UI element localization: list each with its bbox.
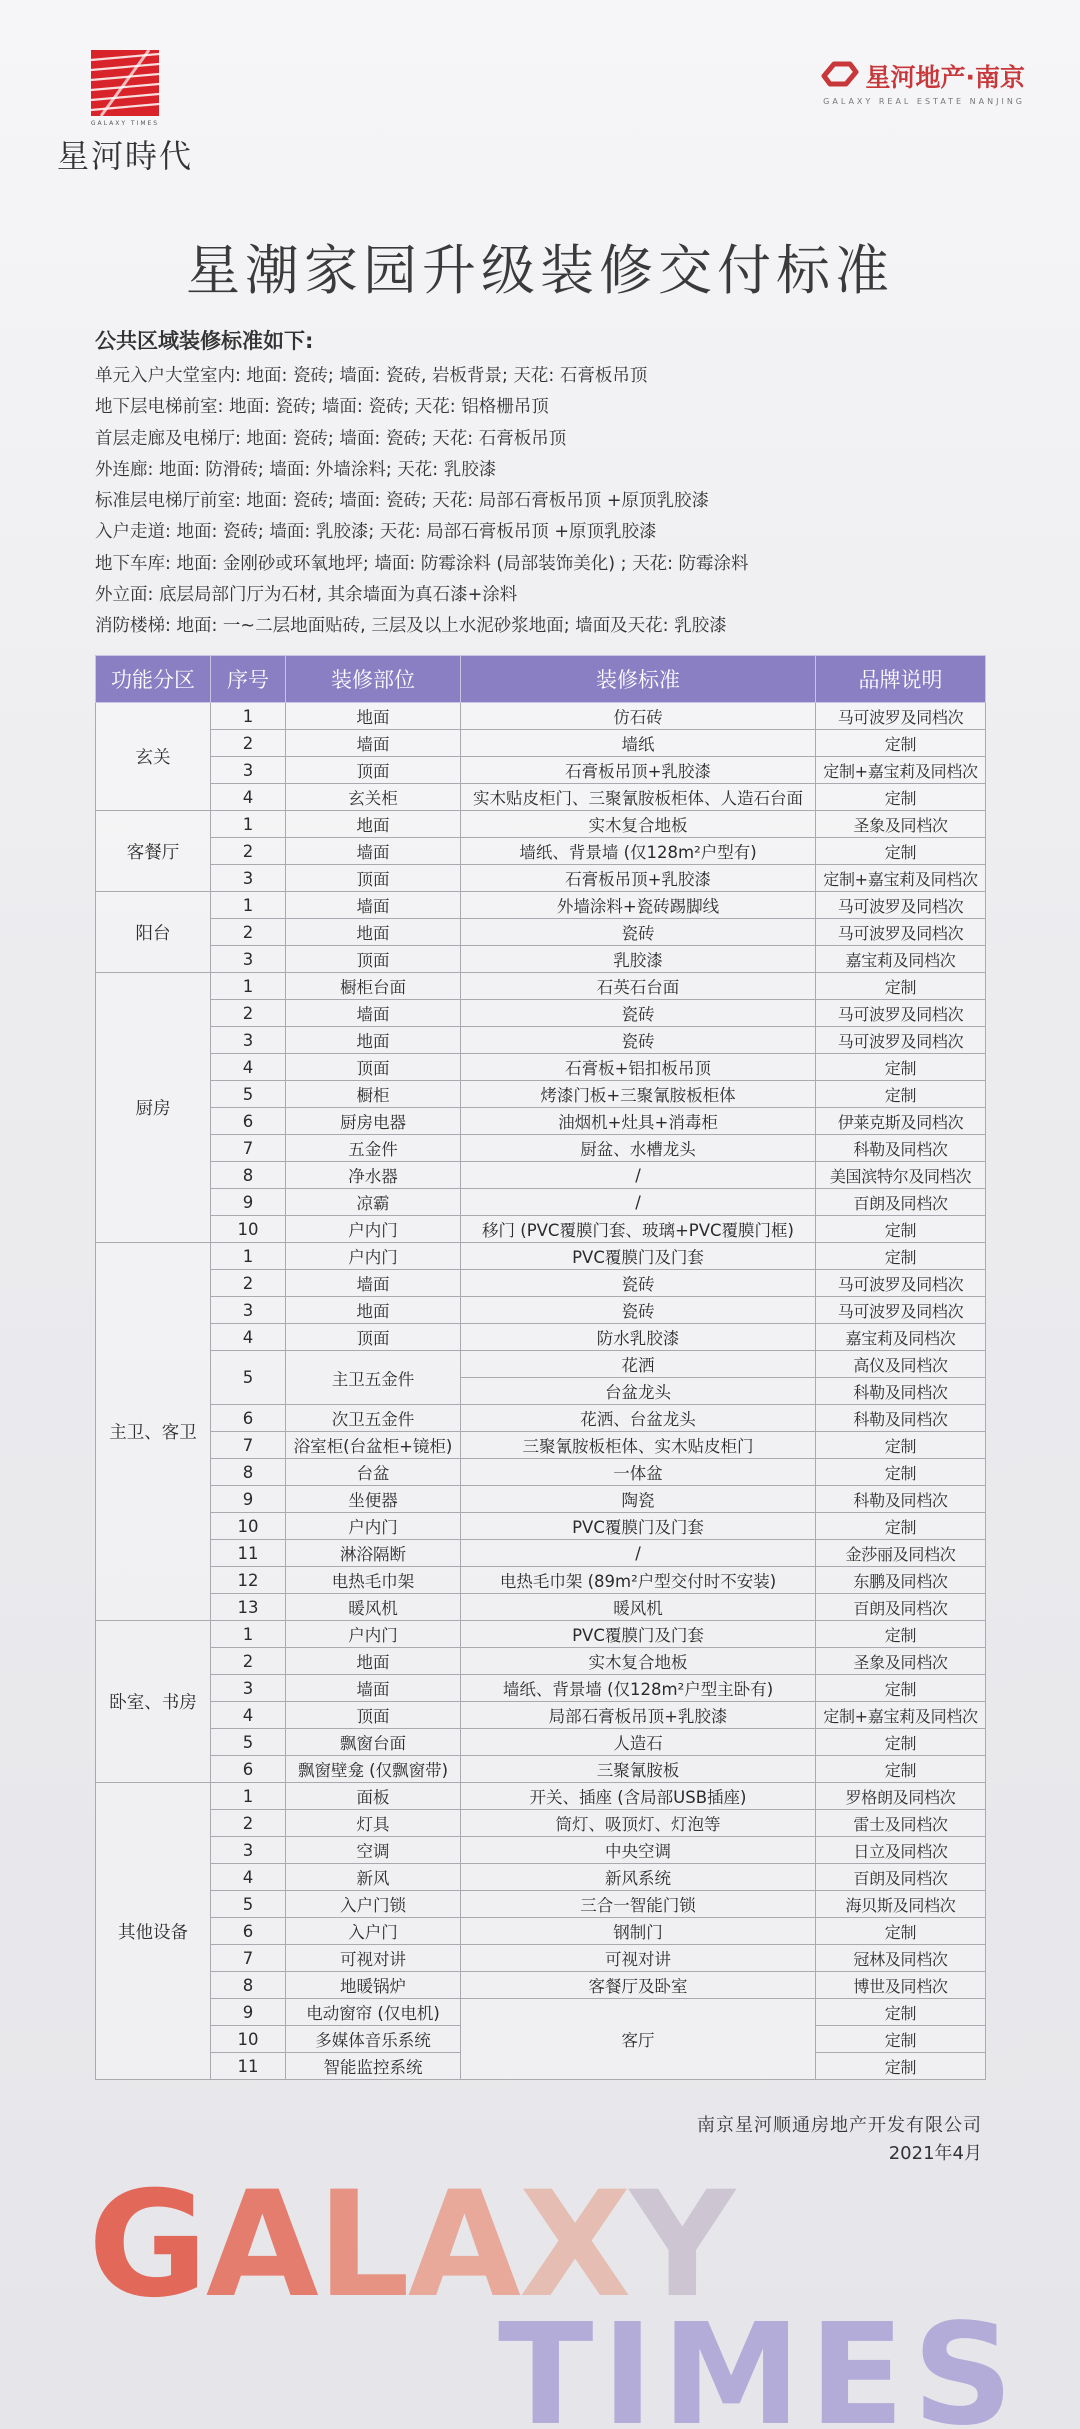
number-cell: 4 — [211, 1324, 286, 1351]
public-area-section — [95, 325, 995, 643]
location-cell: 坐便器 — [286, 1486, 461, 1513]
galaxy-letter: X — [518, 2178, 630, 2330]
brand-cell: 定制+嘉宝莉及同档次 — [816, 1702, 986, 1729]
standard-cell: 移门 (PVC覆膜门套、玻璃+PVC覆膜门框) — [461, 1216, 816, 1243]
galaxy-letter: Y — [629, 2178, 734, 2330]
brand-cell: 定制 — [816, 1918, 986, 1945]
table-row — [96, 1972, 986, 1999]
standard-cell: 仿石砖 — [461, 703, 816, 730]
number-cell: 3 — [211, 946, 286, 973]
brand-cell: 科勒及同档次 — [816, 1378, 986, 1405]
standard-cell: 瓷砖 — [461, 919, 816, 946]
number-cell: 12 — [211, 1567, 286, 1594]
standard-cell: 人造石 — [461, 1729, 816, 1756]
number-cell: 2 — [211, 838, 286, 865]
brand-cell: 定制 — [816, 1432, 986, 1459]
number-cell: 13 — [211, 1594, 286, 1621]
standards-table — [95, 655, 986, 2080]
brand-cell: 马可波罗及同档次 — [816, 1270, 986, 1297]
number-cell: 2 — [211, 1000, 286, 1027]
location-cell: 电热毛巾架 — [286, 1567, 461, 1594]
location-cell: 飘窗壁龛 (仅飘窗带) — [286, 1756, 461, 1783]
standard-cell: 实木复合地板 — [461, 1648, 816, 1675]
standard-cell: / — [461, 1540, 816, 1567]
number-cell: 11 — [211, 2053, 286, 2080]
standard-cell: 厨盆、水槽龙头 — [461, 1135, 816, 1162]
standard-cell: 三聚氰胺板柜体、实木贴皮柜门 — [461, 1432, 816, 1459]
number-cell: 6 — [211, 1918, 286, 1945]
location-cell: 五金件 — [286, 1135, 461, 1162]
standard-cell: 墙纸 — [461, 730, 816, 757]
standard-cell: 新风系统 — [461, 1864, 816, 1891]
table-row — [96, 1864, 986, 1891]
table-row — [96, 784, 986, 811]
public-area-line: 首层走廊及电梯厅: 地面: 瓷砖; 墙面: 瓷砖; 天花: 石膏板吊顶 — [95, 428, 567, 449]
brand-cell: 定制 — [816, 1513, 986, 1540]
company-name: 南京星河顺通房地产开发有限公司 — [697, 2115, 982, 2136]
location-cell: 玄关柜 — [286, 784, 461, 811]
location-cell: 墙面 — [286, 730, 461, 757]
table-row — [96, 1162, 986, 1189]
brand-cell: 定制 — [816, 1054, 986, 1081]
standard-cell: 石膏板+铝扣板吊顶 — [461, 1054, 816, 1081]
table-row — [96, 1270, 986, 1297]
standard-cell: 瓷砖 — [461, 1270, 816, 1297]
location-cell: 空调 — [286, 1837, 461, 1864]
number-cell: 4 — [211, 1864, 286, 1891]
brand-cell: 美国滨特尔及同档次 — [816, 1162, 986, 1189]
table-row — [96, 1108, 986, 1135]
brand-cell: 海贝斯及同档次 — [816, 1891, 986, 1918]
brand-left-sub: GALAXY TIMES — [90, 120, 160, 127]
location-cell: 台盆 — [286, 1459, 461, 1486]
table-row — [96, 703, 986, 730]
brand-cell: 定制 — [816, 730, 986, 757]
number-cell: 4 — [211, 784, 286, 811]
number-cell: 4 — [211, 1054, 286, 1081]
number-cell: 1 — [211, 1621, 286, 1648]
number-cell: 8 — [211, 1972, 286, 1999]
number-cell: 2 — [211, 1810, 286, 1837]
table-row — [96, 1729, 986, 1756]
location-cell: 灯具 — [286, 1810, 461, 1837]
number-cell: 4 — [211, 1702, 286, 1729]
header-zone: 功能分区 — [96, 656, 211, 703]
galaxy-letter: A — [407, 2178, 519, 2330]
number-cell: 1 — [211, 973, 286, 1000]
standard-cell: 实木复合地板 — [461, 811, 816, 838]
table-row — [96, 1054, 986, 1081]
number-cell: 7 — [211, 1945, 286, 1972]
table-row — [96, 1486, 986, 1513]
table-row — [96, 1189, 986, 1216]
location-cell: 户内门 — [286, 1621, 461, 1648]
table-row — [96, 811, 986, 838]
number-cell: 5 — [211, 1081, 286, 1108]
location-cell: 户内门 — [286, 1216, 461, 1243]
issue-date: 2021年4月 — [888, 2143, 982, 2164]
zone-cell: 阳台 — [96, 892, 211, 973]
standard-cell: 暖风机 — [461, 1594, 816, 1621]
brand-cell: 马可波罗及同档次 — [816, 703, 986, 730]
brand-cell: 东鹏及同档次 — [816, 1567, 986, 1594]
brand-cell: 百朗及同档次 — [816, 1864, 986, 1891]
table-row — [96, 865, 986, 892]
brand-cell: 定制 — [816, 973, 986, 1000]
brand-cell: 嘉宝莉及同档次 — [816, 946, 986, 973]
standard-cell: 石膏板吊顶+乳胶漆 — [461, 865, 816, 892]
location-cell: 电动窗帘 (仅电机) — [286, 1999, 461, 2026]
standard-cell: 石英石台面 — [461, 973, 816, 1000]
standard-cell: 油烟机+灶具+消毒柜 — [461, 1108, 816, 1135]
public-area-line: 外连廊: 地面: 防滑砖; 墙面: 外墙涂料; 天花: 乳胶漆 — [95, 459, 497, 480]
location-cell: 墙面 — [286, 1675, 461, 1702]
standard-cell: / — [461, 1162, 816, 1189]
standard-cell: PVC覆膜门及门套 — [461, 1513, 816, 1540]
table-row — [96, 1702, 986, 1729]
brand-cell: 定制 — [816, 2053, 986, 2080]
brand-cell: 日立及同档次 — [816, 1837, 986, 1864]
table-row — [96, 919, 986, 946]
location-cell: 顶面 — [286, 946, 461, 973]
standard-cell: 可视对讲 — [461, 1945, 816, 1972]
location-cell: 次卫五金件 — [286, 1405, 461, 1432]
galaxy-letter: A — [205, 2178, 317, 2330]
footer — [697, 2112, 982, 2168]
number-cell: 2 — [211, 919, 286, 946]
standard-cell: 乳胶漆 — [461, 946, 816, 973]
number-cell: 9 — [211, 1999, 286, 2026]
galaxy-times-banner — [0, 2178, 1080, 2429]
standard-cell: 一体盆 — [461, 1459, 816, 1486]
location-cell: 暖风机 — [286, 1594, 461, 1621]
table-row — [96, 973, 986, 1000]
location-cell: 墙面 — [286, 838, 461, 865]
brand-cell: 圣象及同档次 — [816, 1648, 986, 1675]
brand-cell: 高仪及同档次 — [816, 1351, 986, 1378]
location-cell: 入户门 — [286, 1918, 461, 1945]
galaxy-letter: G — [88, 2178, 206, 2330]
number-cell: 3 — [211, 1027, 286, 1054]
brand-cell: 定制 — [816, 1459, 986, 1486]
table-row — [96, 1081, 986, 1108]
galaxy-times-logo-icon — [91, 50, 159, 116]
brand-cell: 定制 — [816, 1675, 986, 1702]
number-cell: 2 — [211, 1648, 286, 1675]
standard-cell: 花洒 — [461, 1351, 816, 1378]
location-cell: 顶面 — [286, 1324, 461, 1351]
table-row — [96, 1810, 986, 1837]
table-row — [96, 1216, 986, 1243]
table-row — [96, 1324, 986, 1351]
table-row — [96, 1648, 986, 1675]
brand-cell: 马可波罗及同档次 — [816, 919, 986, 946]
brand-cell: 雷士及同档次 — [816, 1810, 986, 1837]
zone-cell: 玄关 — [96, 703, 211, 811]
number-cell: 3 — [211, 1675, 286, 1702]
public-area-line: 地下层电梯前室: 地面: 瓷砖; 墙面: 瓷砖; 天花: 铝格栅吊顶 — [95, 397, 549, 418]
brand-cell: 冠林及同档次 — [816, 1945, 986, 1972]
standard-cell: 瓷砖 — [461, 1027, 816, 1054]
number-cell: 2 — [211, 1270, 286, 1297]
number-cell: 10 — [211, 2026, 286, 2053]
location-cell: 可视对讲 — [286, 1945, 461, 1972]
standard-cell: 筒灯、吸顶灯、灯泡等 — [461, 1810, 816, 1837]
zone-cell: 主卫、客卫 — [96, 1243, 211, 1621]
standard-cell: 局部石膏板吊顶+乳胶漆 — [461, 1702, 816, 1729]
location-cell: 净水器 — [286, 1162, 461, 1189]
number-cell: 5 — [211, 1351, 286, 1405]
page-title: 星潮家园升级装修交付标准 — [186, 239, 894, 302]
brand-cell: 定制+嘉宝莉及同档次 — [816, 757, 986, 784]
public-area-line: 入户走道: 地面: 瓷砖; 墙面: 乳胶漆; 天花: 局部石膏板吊顶 +原顶乳胶漆 — [95, 522, 657, 543]
header-number: 序号 — [211, 656, 286, 703]
brand-right-name: 星河地产·南京 — [865, 63, 1025, 92]
standard-cell: PVC覆膜门及门套 — [461, 1243, 816, 1270]
standard-cell: 石膏板吊顶+乳胶漆 — [461, 757, 816, 784]
table-row — [96, 1945, 986, 1972]
table-row — [96, 1621, 986, 1648]
public-area-line: 外立面: 底层局部门厅为石材, 其余墙面为真石漆+涂料 — [95, 585, 518, 606]
table-row — [96, 1675, 986, 1702]
number-cell: 1 — [211, 703, 286, 730]
table-row — [96, 1837, 986, 1864]
times-wordmark: TIMES — [498, 2294, 1022, 2429]
zone-cell: 厨房 — [96, 973, 211, 1243]
table-row — [96, 1459, 986, 1486]
number-cell: 3 — [211, 865, 286, 892]
table-row — [96, 1891, 986, 1918]
header-standard: 装修标准 — [461, 656, 816, 703]
location-cell: 地面 — [286, 703, 461, 730]
number-cell: 1 — [211, 1243, 286, 1270]
location-cell: 入户门锁 — [286, 1891, 461, 1918]
location-cell: 墙面 — [286, 1000, 461, 1027]
table-row — [96, 1783, 986, 1810]
number-cell: 1 — [211, 811, 286, 838]
standard-cell: 瓷砖 — [461, 1000, 816, 1027]
number-cell: 9 — [211, 1486, 286, 1513]
standard-cell: 花洒、台盆龙头 — [461, 1405, 816, 1432]
standard-cell: 客厅 — [461, 1999, 816, 2080]
location-cell: 橱柜台面 — [286, 973, 461, 1000]
standard-cell: 台盆龙头 — [461, 1378, 816, 1405]
number-cell: 8 — [211, 1162, 286, 1189]
brand-cell: 定制 — [816, 1081, 986, 1108]
table-row — [96, 730, 986, 757]
table-row — [96, 1540, 986, 1567]
brand-cell: 科勒及同档次 — [816, 1486, 986, 1513]
brand-cell: 定制 — [816, 838, 986, 865]
header-brand: 品牌说明 — [816, 656, 986, 703]
table-row — [96, 1000, 986, 1027]
number-cell: 6 — [211, 1108, 286, 1135]
number-cell: 6 — [211, 1405, 286, 1432]
standard-cell: 墙纸、背景墙 (仅128m²户型有) — [461, 838, 816, 865]
brand-cell: 马可波罗及同档次 — [816, 1297, 986, 1324]
number-cell: 3 — [211, 1837, 286, 1864]
table-row — [96, 1918, 986, 1945]
brand-cell: 百朗及同档次 — [816, 1189, 986, 1216]
standard-cell: 三聚氰胺板 — [461, 1756, 816, 1783]
brand-cell: 伊莱克斯及同档次 — [816, 1108, 986, 1135]
brand-logo-left — [55, 50, 195, 177]
brand-cell: 科勒及同档次 — [816, 1405, 986, 1432]
brand-cell: 马可波罗及同档次 — [816, 1000, 986, 1027]
number-cell: 1 — [211, 892, 286, 919]
location-cell: 顶面 — [286, 865, 461, 892]
table-row — [96, 1567, 986, 1594]
location-cell: 飘窗台面 — [286, 1729, 461, 1756]
brand-cell: 定制 — [816, 784, 986, 811]
location-cell: 顶面 — [286, 1702, 461, 1729]
table-row — [96, 1432, 986, 1459]
header-location: 装修部位 — [286, 656, 461, 703]
table-row — [96, 1027, 986, 1054]
location-cell: 面板 — [286, 1783, 461, 1810]
public-area-line: 单元入户大堂室内: 地面: 瓷砖; 墙面: 瓷砖, 岩板背景; 天花: 石膏板吊顶 — [95, 366, 648, 386]
standard-cell: 墙纸、背景墙 (仅128m²户型主卧有) — [461, 1675, 816, 1702]
table-row — [96, 1135, 986, 1162]
brand-cell: 定制+嘉宝莉及同档次 — [816, 865, 986, 892]
public-area-line: 标准层电梯厅前室: 地面: 瓷砖; 墙面: 瓷砖; 天花: 局部石膏板吊顶 +原顶乳胶漆 — [95, 491, 709, 512]
number-cell: 5 — [211, 1891, 286, 1918]
location-cell: 墙面 — [286, 1270, 461, 1297]
brand-cell: 定制 — [816, 1999, 986, 2026]
brand-cell: 罗格朗及同档次 — [816, 1783, 986, 1810]
public-area-line: 地下车库: 地面: 金刚砂或环氧地坪; 墙面: 防霉涂料 (局部装饰美化) ; 天花: 防霉涂料 — [95, 553, 749, 574]
number-cell: 3 — [211, 757, 286, 784]
table-row — [96, 892, 986, 919]
brand-cell: 金莎丽及同档次 — [816, 1540, 986, 1567]
number-cell: 2 — [211, 730, 286, 757]
number-cell: 8 — [211, 1459, 286, 1486]
standard-cell: 电热毛巾架 (89m²户型交付时不安装) — [461, 1567, 816, 1594]
standard-cell: 防水乳胶漆 — [461, 1324, 816, 1351]
brand-cell: 科勒及同档次 — [816, 1135, 986, 1162]
number-cell: 1 — [211, 1783, 286, 1810]
table-row — [96, 1243, 986, 1270]
standard-cell: PVC覆膜门及门套 — [461, 1621, 816, 1648]
brand-cell: 博世及同档次 — [816, 1972, 986, 1999]
standard-cell: 钢制门 — [461, 1918, 816, 1945]
brand-cell: 圣象及同档次 — [816, 811, 986, 838]
location-cell: 地面 — [286, 1648, 461, 1675]
galaxy-realestate-logo-icon — [820, 58, 860, 94]
number-cell: 10 — [211, 1216, 286, 1243]
location-cell: 主卫五金件 — [286, 1351, 461, 1405]
brand-left-name: 星河時代 — [56, 137, 193, 175]
table-row — [96, 946, 986, 973]
brand-cell: 嘉宝莉及同档次 — [816, 1324, 986, 1351]
standard-cell: 瓷砖 — [461, 1297, 816, 1324]
standard-cell: 三合一智能门锁 — [461, 1891, 816, 1918]
location-cell: 多媒体音乐系统 — [286, 2026, 461, 2053]
location-cell: 淋浴隔断 — [286, 1540, 461, 1567]
location-cell: 户内门 — [286, 1513, 461, 1540]
location-cell: 地面 — [286, 919, 461, 946]
brand-cell: 马可波罗及同档次 — [816, 1027, 986, 1054]
standard-cell: / — [461, 1189, 816, 1216]
public-area-line: 消防楼梯: 地面: 一~二层地面贴砖, 三层及以上水泥砂浆地面; 墙面及天花: 乳胶漆 — [95, 616, 727, 637]
standard-cell: 陶瓷 — [461, 1486, 816, 1513]
table-row — [96, 1999, 986, 2026]
standard-cell: 开关、插座 (含局部USB插座) — [461, 1783, 816, 1810]
number-cell: 7 — [211, 1135, 286, 1162]
number-cell: 3 — [211, 1297, 286, 1324]
number-cell: 7 — [211, 1432, 286, 1459]
brand-right-sub: GALAXY REAL ESTATE NANJING — [823, 97, 1025, 106]
number-cell: 5 — [211, 1729, 286, 1756]
number-cell: 10 — [211, 1513, 286, 1540]
number-cell: 11 — [211, 1540, 286, 1567]
location-cell: 凉霸 — [286, 1189, 461, 1216]
location-cell: 浴室柜(台盆柜+镜柜) — [286, 1432, 461, 1459]
location-cell: 智能监控系统 — [286, 2053, 461, 2080]
location-cell: 地面 — [286, 1027, 461, 1054]
brand-cell: 百朗及同档次 — [816, 1594, 986, 1621]
location-cell: 地暖锅炉 — [286, 1972, 461, 1999]
location-cell: 墙面 — [286, 892, 461, 919]
table-row — [96, 757, 986, 784]
location-cell: 顶面 — [286, 1054, 461, 1081]
standard-cell: 烤漆门板+三聚氰胺板柜体 — [461, 1081, 816, 1108]
brand-cell: 定制 — [816, 1729, 986, 1756]
zone-cell: 卧室、书房 — [96, 1621, 211, 1783]
number-cell: 6 — [211, 1756, 286, 1783]
brand-cell: 定制 — [816, 1243, 986, 1270]
zone-cell: 客餐厅 — [96, 811, 211, 892]
table-header-row — [96, 656, 986, 703]
table-row — [96, 1405, 986, 1432]
galaxy-letter: L — [316, 2178, 408, 2330]
brand-cell: 定制 — [816, 1756, 986, 1783]
number-cell: 9 — [211, 1189, 286, 1216]
zone-cell: 其他设备 — [96, 1783, 211, 2080]
location-cell: 户内门 — [286, 1243, 461, 1270]
brand-cell: 定制 — [816, 1621, 986, 1648]
brand-cell: 定制 — [816, 1216, 986, 1243]
public-area-heading: 公共区域装修标准如下: — [95, 329, 314, 353]
standard-cell: 客餐厅及卧室 — [461, 1972, 816, 1999]
table-row — [96, 1351, 986, 1378]
table-row — [96, 838, 986, 865]
brand-cell: 定制 — [816, 2026, 986, 2053]
table-row — [96, 1513, 986, 1540]
brand-logo-right — [820, 58, 1026, 106]
brand-cell: 马可波罗及同档次 — [816, 892, 986, 919]
standard-cell: 外墙涂料+瓷砖踢脚线 — [461, 892, 816, 919]
standard-cell: 实木贴皮柜门、三聚氰胺板柜体、人造石台面 — [461, 784, 816, 811]
location-cell: 顶面 — [286, 757, 461, 784]
location-cell: 厨房电器 — [286, 1108, 461, 1135]
standard-cell: 中央空调 — [461, 1837, 816, 1864]
location-cell: 地面 — [286, 1297, 461, 1324]
location-cell: 橱柜 — [286, 1081, 461, 1108]
table-row — [96, 1594, 986, 1621]
location-cell: 地面 — [286, 811, 461, 838]
location-cell: 新风 — [286, 1864, 461, 1891]
table-row — [96, 1297, 986, 1324]
table-row — [96, 1756, 986, 1783]
